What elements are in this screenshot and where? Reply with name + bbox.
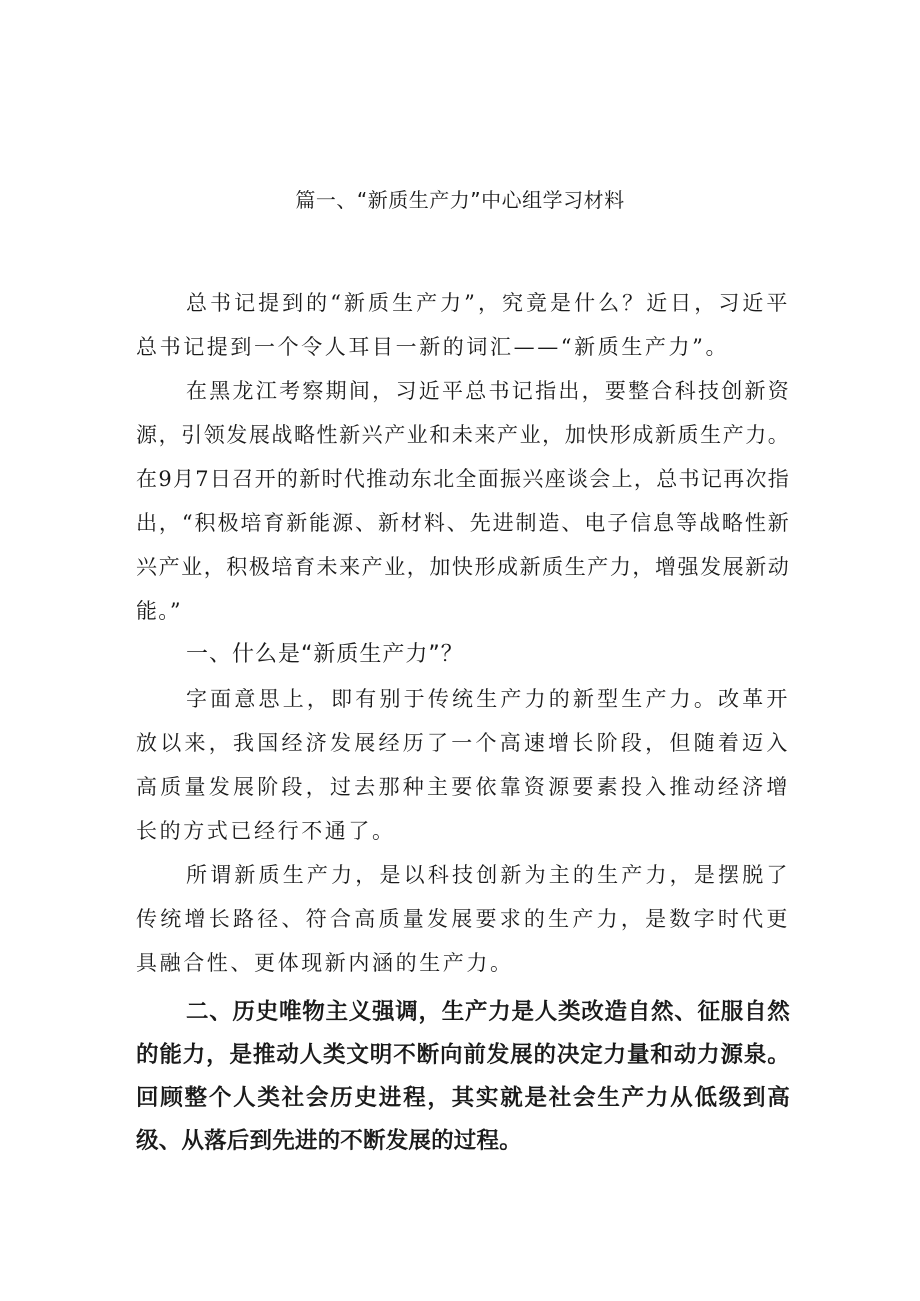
document-title: 篇一、“新质生产力”中心组学习材料 <box>295 188 625 212</box>
document-body <box>136 281 790 1163</box>
section-one-heading: 一、什么是“新质生产力”？ <box>186 642 464 667</box>
section-one-paragraph: 字面意思上，即有别于传统生产力的新型生产力。改革开放以来，我国经济发展经历了一个高速增长阶段，但随着迈入高质量发展阶段，过去那种主要依靠资源要素投入推动经济增长的方式已经行不通了。 <box>136 687 790 843</box>
section-two-paragraph: 二、历史唯物主义强调，生产力是人类改造自然、征服自然的能力，是推动人类文明不断向前发展的决定力量和动力源泉。回顾整个人类社会历史进程，其实就是社会生产力从低级到高级、从落后到先进的不断发展的过程。 <box>136 999 790 1154</box>
section-one-paragraph: 所谓新质生产力，是以科技创新为主的生产力，是摆脱了传统增长路径、符合高质量发展要求的生产力，是数字时代更具融合性、更体现新内涵的生产力。 <box>136 863 790 975</box>
intro-paragraph: 总书记提到的“新质生产力”，究竟是什么？近日，习近平总书记提到一个令人耳目一新的词汇——“新质生产力”。 <box>136 291 790 359</box>
context-paragraph: 在黑龙江考察期间，习近平总书记指出，要整合科技创新资源，引领发展战略性新兴产业和未来产业，加快形成新质生产力。在9月7日召开的新时代推动东北全面振兴座谈会上，总书记再次指出，“积极培育新能源、新材料、先进制造、电子信息等战略性新兴产业，积极培育未来产业，加快形成新质生产力，增强发展新动能。” <box>136 379 790 623</box>
